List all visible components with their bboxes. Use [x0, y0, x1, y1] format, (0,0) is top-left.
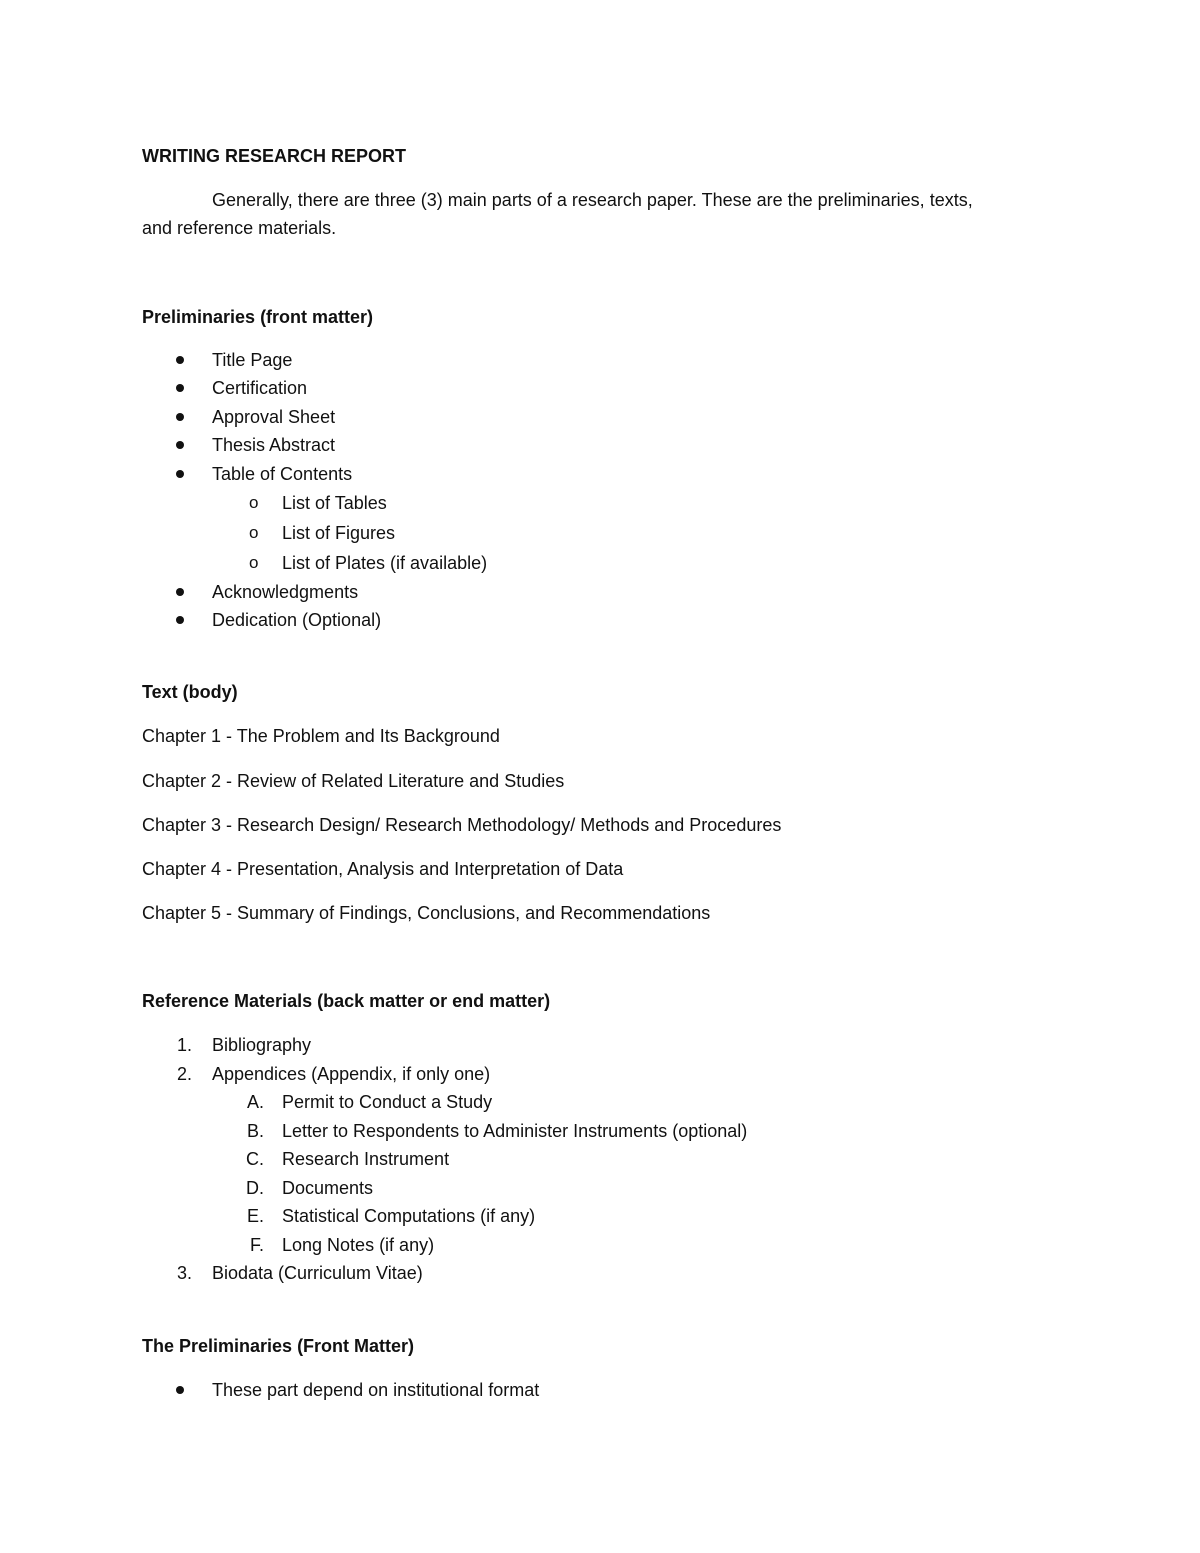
- bullet-icon: [176, 356, 184, 364]
- bullet-icon: [176, 1386, 184, 1394]
- list-item: Biodata (Curriculum Vitae): [212, 1263, 423, 1283]
- sub-list-item: Permit to Conduct a Study: [282, 1092, 493, 1112]
- list-item: Acknowledgments: [212, 582, 359, 602]
- front-matter-heading: The Preliminaries (Front Matter): [142, 1336, 415, 1356]
- sub-list-item: Long Notes (if any): [282, 1235, 435, 1255]
- sub-list-letter: B.: [246, 1121, 264, 1141]
- sub-list-item: List of Tables: [282, 493, 387, 513]
- bullet-icon: [176, 470, 184, 478]
- list-item: Certification: [212, 378, 308, 398]
- bullet-icon: [176, 413, 184, 421]
- text-body-heading: Text (body): [142, 682, 238, 702]
- list-item: Thesis Abstract: [212, 435, 336, 455]
- sub-list-item: Research Instrument: [282, 1149, 450, 1169]
- sub-bullet-marker: o: [249, 493, 259, 512]
- preliminaries-heading: Preliminaries (front matter): [142, 307, 374, 327]
- list-number: 1.: [176, 1035, 192, 1055]
- intro-paragraph-line-2: and reference materials.: [142, 218, 337, 238]
- sub-list-letter: A.: [246, 1092, 264, 1112]
- sub-list-letter: D.: [246, 1178, 264, 1198]
- sub-list-item: List of Plates (if available): [282, 553, 488, 573]
- bullet-icon: [176, 384, 184, 392]
- chapter-line: Chapter 4 - Presentation, Analysis and Interpretation of Data: [142, 859, 624, 879]
- chapter-line: Chapter 3 - Research Design/ Research Methodology/ Methods and Procedures: [142, 815, 782, 835]
- list-number: 2.: [176, 1064, 192, 1084]
- sub-list-letter: C.: [246, 1149, 264, 1169]
- sub-list-letter: F.: [249, 1235, 264, 1255]
- list-item: Appendices (Appendix, if only one): [212, 1064, 491, 1084]
- bullet-icon: [176, 588, 184, 596]
- list-item: These part depend on institutional format: [212, 1380, 540, 1400]
- list-item: Title Page: [212, 350, 293, 370]
- list-item: Table of Contents: [212, 464, 353, 484]
- sub-list-item: List of Figures: [282, 523, 396, 543]
- sub-list-item: Documents: [282, 1178, 374, 1198]
- list-item: Bibliography: [212, 1035, 312, 1055]
- chapter-line: Chapter 1 - The Problem and Its Background: [142, 726, 500, 746]
- list-number: 3.: [176, 1263, 192, 1283]
- sub-list-item: Statistical Computations (if any): [282, 1206, 536, 1226]
- chapter-line: Chapter 2 - Review of Related Literature and Studies: [142, 771, 565, 791]
- bullet-icon: [176, 441, 184, 449]
- list-item: Approval Sheet: [212, 407, 336, 427]
- sub-list-letter: E.: [246, 1206, 264, 1226]
- bullet-icon: [176, 616, 184, 624]
- sub-bullet-marker: o: [249, 553, 259, 572]
- sub-list-item: Letter to Respondents to Administer Instruments (optional): [282, 1121, 748, 1141]
- reference-heading: Reference Materials (back matter or end matter): [142, 991, 551, 1011]
- list-item: Dedication (Optional): [212, 610, 382, 630]
- intro-paragraph-line-1: Generally, there are three (3) main parts of a research paper. These are the preliminaries, texts,: [212, 190, 973, 210]
- sub-bullet-marker: o: [249, 523, 259, 542]
- chapter-line: Chapter 5 - Summary of Findings, Conclusions, and Recommendations: [142, 903, 711, 923]
- document-title: WRITING RESEARCH REPORT: [142, 146, 407, 166]
